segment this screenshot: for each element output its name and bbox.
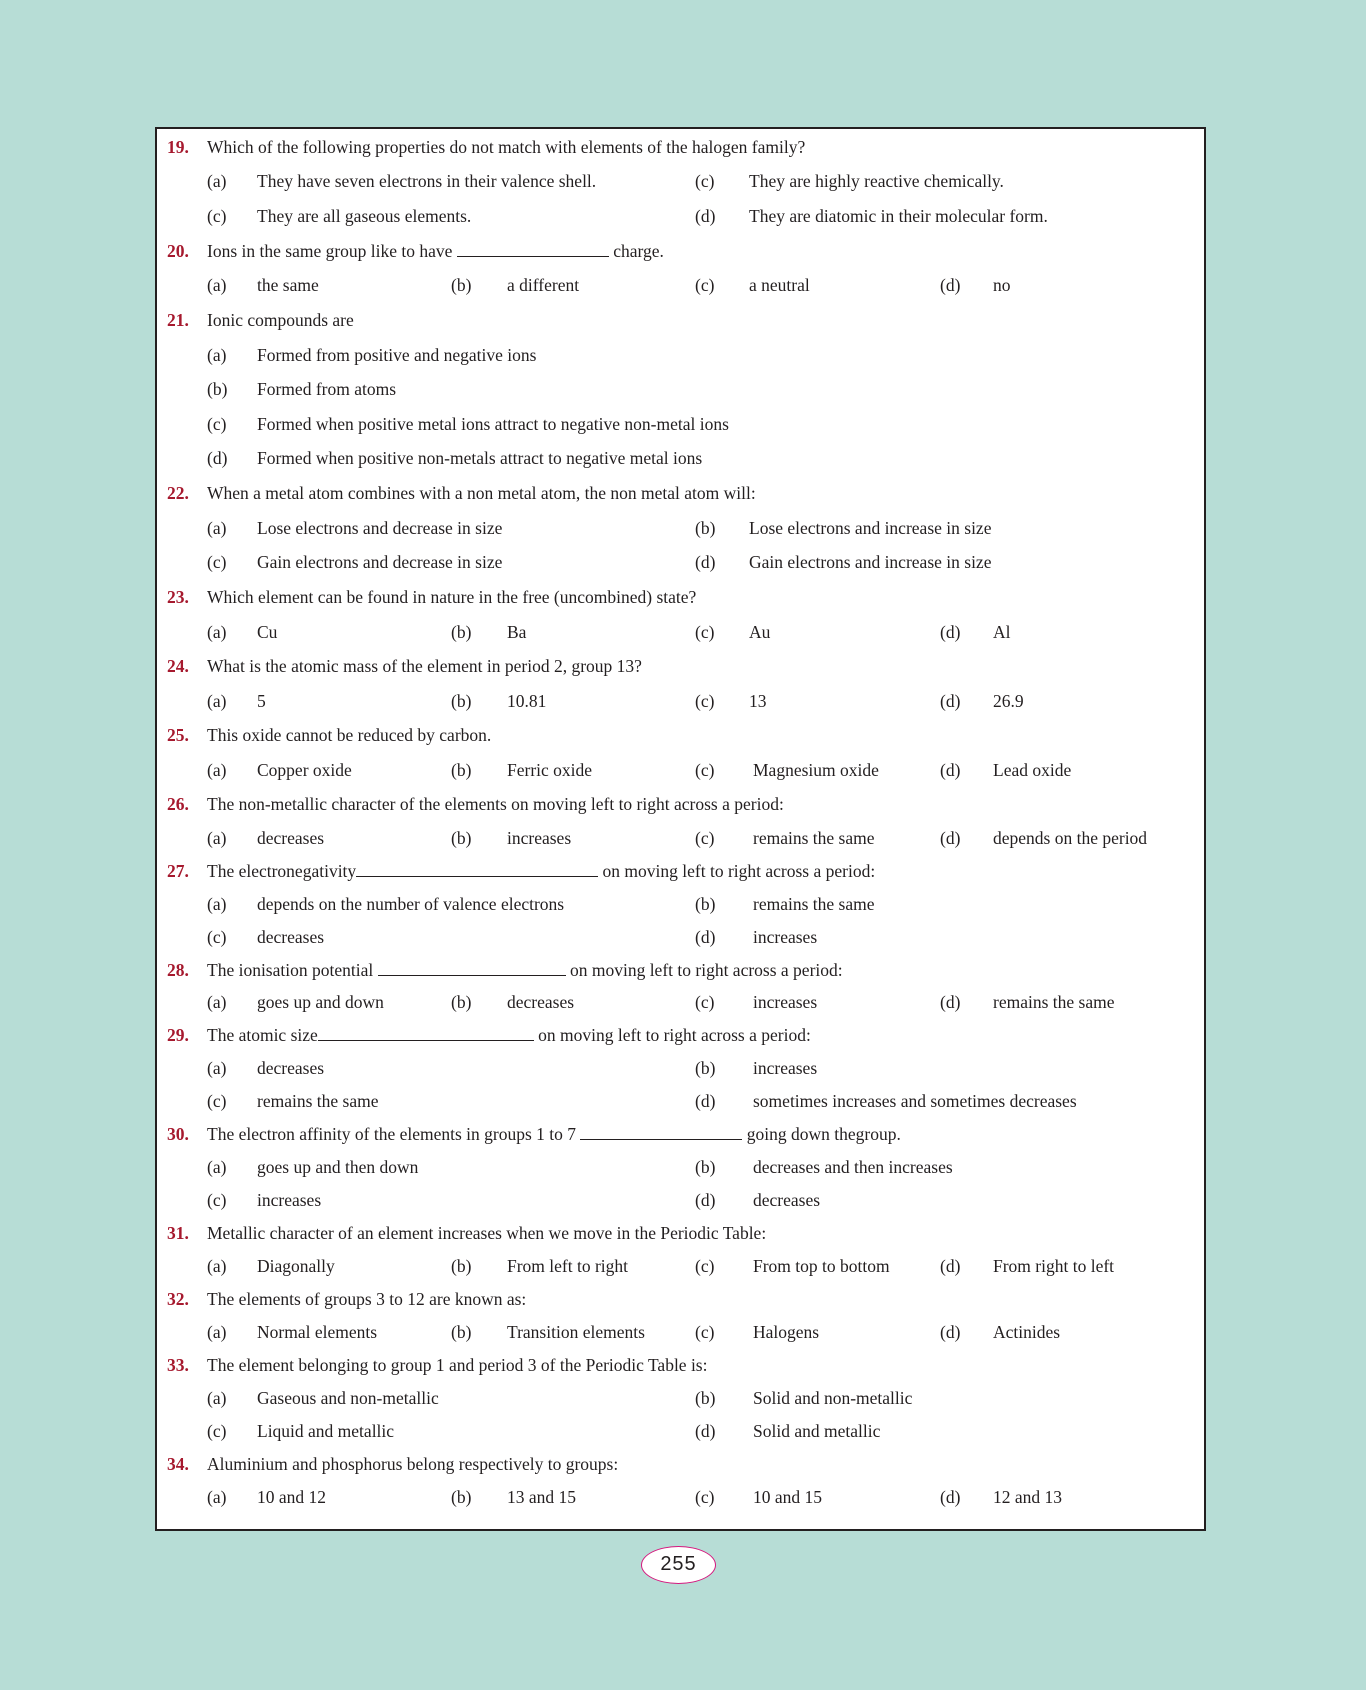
option-text: sometimes increases and sometimes decreases <box>753 1091 1077 1111</box>
option-label: (a) <box>207 1058 227 1078</box>
option-text: Gaseous and non-metallic <box>257 1388 439 1408</box>
option-label: (c) <box>207 414 227 434</box>
option-label: (b) <box>451 275 472 295</box>
option-label: (b) <box>695 1058 716 1078</box>
option-text: decreases <box>753 1190 821 1210</box>
question-text-start: The ionisation potential <box>207 960 374 980</box>
question-number: 24. <box>167 656 189 676</box>
answer-blank <box>356 858 598 877</box>
question-text-start: The electron affinity of the elements in groups 1 to 7 <box>207 1124 577 1144</box>
option-text: 13 and 15 <box>507 1487 577 1507</box>
option-text: Lead oxide <box>993 760 1072 780</box>
option-text: Formed when positive metal ions attract to negative non-metal ions <box>257 414 729 434</box>
option-text: Solid and metallic <box>753 1421 881 1441</box>
option-text: increases <box>753 992 818 1012</box>
question-text <box>207 236 664 266</box>
option-label: (b) <box>451 992 472 1012</box>
option-text: depends on the period <box>993 828 1148 848</box>
question-text: This oxide cannot be reduced by carbon. <box>207 725 492 745</box>
option-label: (d) <box>940 828 961 848</box>
option-label: (c) <box>695 171 715 191</box>
question-text-start: The electronegativity <box>207 861 357 881</box>
question-page-frame <box>155 127 1206 1531</box>
option-text: decreases <box>507 992 575 1012</box>
option-label: (d) <box>695 1421 716 1441</box>
option-label: (c) <box>207 206 227 226</box>
option-label: (d) <box>940 622 961 642</box>
option-text: Cu <box>257 622 278 642</box>
question-text: What is the atomic mass of the element in period 2, group 13? <box>207 656 642 676</box>
question-text <box>207 955 843 985</box>
option-text: Diagonally <box>257 1256 335 1276</box>
question-number: 21. <box>167 310 189 330</box>
option-text: no <box>993 275 1011 295</box>
option-text: goes up and down <box>257 992 384 1012</box>
option-text: 10 and 12 <box>257 1487 327 1507</box>
question-number: 30. <box>167 1124 189 1144</box>
option-text: Normal elements <box>257 1322 378 1342</box>
answer-blank <box>580 1121 742 1140</box>
option-label: (c) <box>695 275 715 295</box>
question-text: Aluminium and phosphorus belong respectively to groups: <box>207 1454 619 1474</box>
option-label: (c) <box>695 691 715 711</box>
option-label: (b) <box>451 622 472 642</box>
option-label: (d) <box>940 760 961 780</box>
option-text: They are all gaseous elements. <box>257 206 472 226</box>
option-text: Gain electrons and decrease in size <box>257 552 503 572</box>
question-number: 28. <box>167 960 189 980</box>
question-number: 20. <box>167 241 189 261</box>
option-text: Transition elements <box>507 1322 645 1342</box>
option-text: increases <box>753 1058 818 1078</box>
option-text: Lose electrons and increase in size <box>749 518 992 538</box>
option-text: a different <box>507 275 580 295</box>
option-text: Copper oxide <box>257 760 352 780</box>
option-label: (a) <box>207 828 227 848</box>
option-text: Al <box>993 622 1011 642</box>
option-text: 10 and 15 <box>753 1487 823 1507</box>
option-label: (a) <box>207 1388 227 1408</box>
option-text: a neutral <box>749 275 810 295</box>
option-text: Formed when positive non-metals attract to negative metal ions <box>257 448 703 468</box>
option-label: (a) <box>207 760 227 780</box>
option-label: (b) <box>695 518 716 538</box>
option-label: (b) <box>451 1322 472 1342</box>
option-text: increases <box>507 828 572 848</box>
question-text: Which element can be found in nature in the free (uncombined) state? <box>207 587 697 607</box>
option-text: Formed from positive and negative ions <box>257 345 537 365</box>
option-text: Gain electrons and increase in size <box>749 552 992 572</box>
option-text: Ferric oxide <box>507 760 593 780</box>
option-label: (a) <box>207 1256 227 1276</box>
option-text: From right to left <box>993 1256 1115 1276</box>
option-text: They are diatomic in their molecular form. <box>749 206 1048 226</box>
option-label: (b) <box>451 760 472 780</box>
option-text: 13 <box>749 691 767 711</box>
option-label: (b) <box>207 379 228 399</box>
option-text: Solid and non-metallic <box>753 1388 913 1408</box>
question-text: When a metal atom combines with a non metal atom, the non metal atom will: <box>207 483 756 503</box>
question-text: The non-metallic character of the elements on moving left to right across a period: <box>207 794 784 814</box>
option-label: (d) <box>695 206 716 226</box>
option-label: (a) <box>207 992 227 1012</box>
question-number: 23. <box>167 587 189 607</box>
answer-blank <box>457 238 609 257</box>
option-label: (a) <box>207 1157 227 1177</box>
option-label: (a) <box>207 275 227 295</box>
question-text: Which of the following properties do not match with elements of the halogen family? <box>207 137 806 157</box>
question-text <box>207 1119 901 1149</box>
question-text <box>207 856 875 886</box>
option-text: Ba <box>507 622 527 642</box>
option-label: (b) <box>695 894 716 914</box>
option-text: Formed from atoms <box>257 379 397 399</box>
option-label: (c) <box>695 1487 715 1507</box>
option-text: increases <box>257 1190 322 1210</box>
option-label: (d) <box>940 992 961 1012</box>
option-text: depends on the number of valence electrons <box>257 894 565 914</box>
option-text: remains the same <box>753 828 875 848</box>
option-label: (c) <box>695 828 715 848</box>
option-label: (a) <box>207 518 227 538</box>
answer-blank <box>378 957 566 976</box>
option-label: (a) <box>207 691 227 711</box>
option-text: Au <box>749 622 771 642</box>
option-label: (d) <box>695 1091 716 1111</box>
question-text-end: going down thegroup. <box>746 1124 901 1144</box>
question-number: 19. <box>167 137 189 157</box>
option-label: (c) <box>695 760 715 780</box>
option-label: (c) <box>207 552 227 572</box>
option-text: From top to bottom <box>753 1256 890 1276</box>
question-number: 22. <box>167 483 189 503</box>
option-label: (d) <box>940 275 961 295</box>
option-text: They are highly reactive chemically. <box>749 171 1004 191</box>
question-number: 25. <box>167 725 189 745</box>
option-label: (d) <box>207 448 228 468</box>
option-label: (c) <box>207 1421 227 1441</box>
question-text: Metallic character of an element increases when we move in the Periodic Table: <box>207 1223 767 1243</box>
option-text: Lose electrons and decrease in size <box>257 518 503 538</box>
option-text: decreases and then increases <box>753 1157 953 1177</box>
option-text: 26.9 <box>993 691 1024 711</box>
question-number: 29. <box>167 1025 189 1045</box>
option-label: (c) <box>695 1322 715 1342</box>
option-label: (c) <box>207 1190 227 1210</box>
option-label: (a) <box>207 622 227 642</box>
option-label: (a) <box>207 171 227 191</box>
option-text: increases <box>753 927 818 947</box>
option-label: (c) <box>695 992 715 1012</box>
question-number: 34. <box>167 1454 189 1474</box>
page-number-badge: 255 <box>641 1546 716 1584</box>
option-label: (b) <box>695 1157 716 1177</box>
option-text: decreases <box>257 828 325 848</box>
question-number: 32. <box>167 1289 189 1309</box>
option-text: Actinides <box>993 1322 1061 1342</box>
option-text: decreases <box>257 927 325 947</box>
option-text: remains the same <box>993 992 1115 1012</box>
option-label: (d) <box>695 552 716 572</box>
option-label: (d) <box>940 1487 961 1507</box>
question-text: The element belonging to group 1 and period 3 of the Periodic Table is: <box>207 1355 708 1375</box>
option-label: (c) <box>695 622 715 642</box>
question-text: The elements of groups 3 to 12 are known as: <box>207 1289 527 1309</box>
question-text-end: on moving left to right across a period: <box>569 960 843 980</box>
question-number: 31. <box>167 1223 189 1243</box>
option-text: 5 <box>257 691 266 711</box>
question-text <box>207 1020 811 1050</box>
option-label: (a) <box>207 1487 227 1507</box>
option-label: (b) <box>451 828 472 848</box>
option-label: (d) <box>695 1190 716 1210</box>
option-text: 10.81 <box>507 691 547 711</box>
option-label: (b) <box>695 1388 716 1408</box>
option-text: 12 and 13 <box>993 1487 1063 1507</box>
option-text: Liquid and metallic <box>257 1421 395 1441</box>
question-text-start: The atomic size <box>207 1025 318 1045</box>
option-label: (c) <box>695 1256 715 1276</box>
question-number: 33. <box>167 1355 189 1375</box>
question-number: 27. <box>167 861 189 881</box>
option-label: (b) <box>451 1256 472 1276</box>
option-label: (d) <box>940 1256 961 1276</box>
option-text: From left to right <box>507 1256 629 1276</box>
option-label: (b) <box>451 691 472 711</box>
question-text-end: on moving left to right across a period: <box>538 1025 811 1045</box>
question-text: Ionic compounds are <box>207 310 354 330</box>
option-text: Halogens <box>753 1322 820 1342</box>
option-text: remains the same <box>753 894 875 914</box>
option-label: (c) <box>207 1091 227 1111</box>
option-text: remains the same <box>257 1091 379 1111</box>
option-text: the same <box>257 275 319 295</box>
option-label: (b) <box>451 1487 472 1507</box>
question-text-start: Ions in the same group like to have <box>207 241 453 261</box>
option-label: (d) <box>695 927 716 947</box>
option-label: (c) <box>207 927 227 947</box>
question-text-end: on moving left to right across a period: <box>602 861 876 881</box>
question-text-end: charge. <box>613 241 664 261</box>
option-text: goes up and then down <box>257 1157 419 1177</box>
option-label: (a) <box>207 1322 227 1342</box>
question-number: 26. <box>167 794 189 814</box>
option-text: They have seven electrons in their valence shell. <box>257 171 597 191</box>
option-text: decreases <box>257 1058 325 1078</box>
option-label: (d) <box>940 1322 961 1342</box>
option-text: Magnesium oxide <box>753 760 879 780</box>
answer-blank <box>318 1022 534 1041</box>
option-label: (a) <box>207 894 227 914</box>
option-label: (d) <box>940 691 961 711</box>
option-label: (a) <box>207 345 227 365</box>
